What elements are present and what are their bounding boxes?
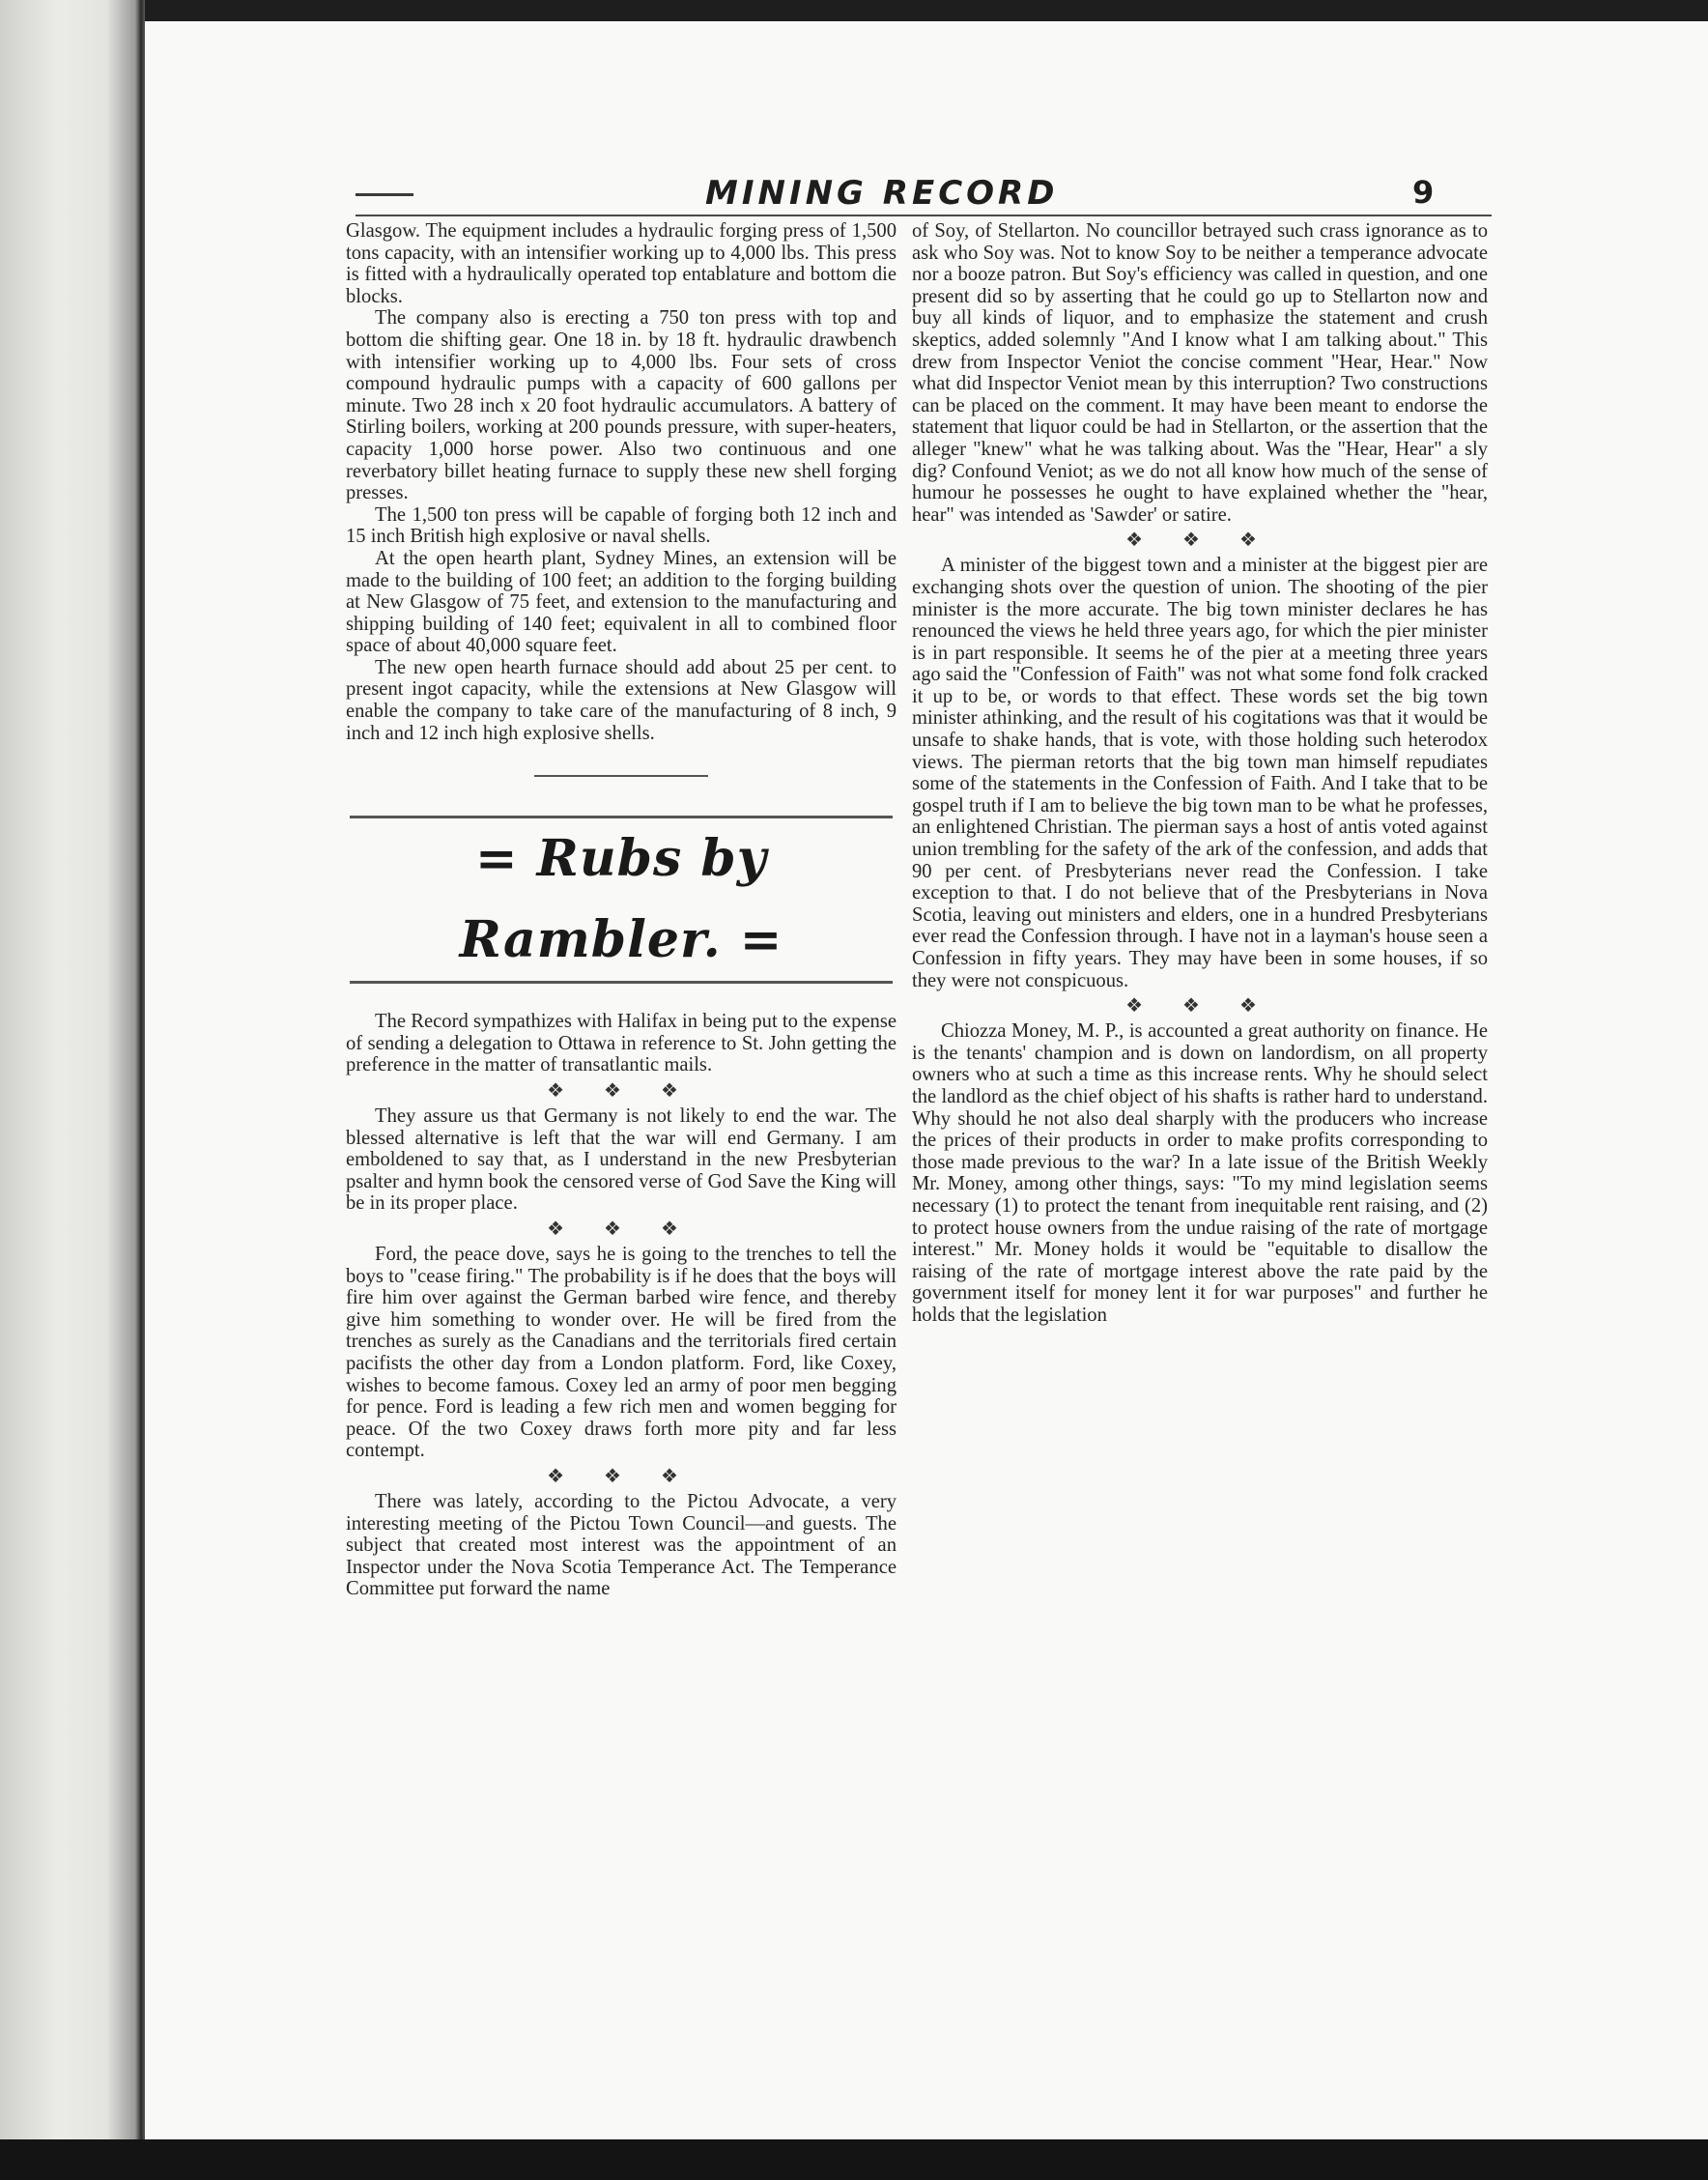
left-column <box>346 220 897 1600</box>
ornament-separator: ❖ ❖ ❖ <box>547 1465 696 1487</box>
column-item: Ford, the peace dove, says he is going to the trenches to tell the boys to "cease firing." The probability is if he does that the boys will fire him over against the German barbed wire fence, and thereby give him something to wonder over. He will be fired from the trenches as surely as the Canadians and the territorials fired certain pacifists the other day from a London platform. Ford, like Coxey, wishes to become famous. Coxey led an army of poor men begging for pence. Ford is leading a few rich men and women begging for peace. Of the two Coxey draws forth more pity and far less contempt. <box>346 1244 897 1462</box>
page-number: 9 <box>1412 174 1435 211</box>
column-item: Chiozza Money, M. P., is accounted a great authority on finance. He is the tenants' champion and is down on landordism, on all property owners who at such a time as this increase rents. Why he should select the landlord as the chief object of his shafts is rather hard to understand. Why should he not also deal sharply with the producers who increase the prices of their products in order to make profits corresponding to those made previous to the war? In a late issue of the British Weekly Mr. Money, among other things, says: "To my mind legislation seems necessary (1) to protect the tenant from inequitable rent raising, and (2) to protect house owners from the undue raising of the rate of mortgage interest." Mr. Money holds it would be "equitable to disallow the raising of the rate of mortgage interest above the rate paid by the government itself for money lent it for war purposes" and further he holds that the legislation <box>912 1020 1488 1326</box>
ornament-separator: ❖ ❖ ❖ <box>547 1219 696 1240</box>
article-paragraph: The 1,500 ton press will be capable of forging both 12 inch and 15 inch British high explosive or naval shells. <box>346 503 897 548</box>
column-item: They assure us that Germany is not likely to end the war. The blessed alternative is left that the war will end Germany. I am emboldened to say that, as I understand in the new Presbyterian psalter and hymn book the censored verse of God Save the King will be in its proper place. <box>346 1105 897 1215</box>
column-item: of Soy, of Stellarton. No councillor betrayed such crass ignorance as to ask who Soy was. Not to know Soy to be neither a temperance advocate nor a booze patron. But Soy's efficiency was called in question, and one present did so by asserting that he could go up to Stellarton now and buy all kinds of liquor, and to emphasize the statement and crush skeptics, added solemnly "And I know what I am talking about." This drew from Inspector Veniot the concise comment "Hear, Hear." Now what did Inspector Veniot mean by this interruption? Two constructions can be placed on the comment. It may have been meant to endorse the statement that liquor could be had in Stellarton, or the assertion that the alleger "knew" what he was talking about. Was the "Hear, Hear" a sly dig? Confound Veniot; as we do not all know how much of the sense of humour he possesses he ought to have explained whether the "hear, hear" was intended as 'Sawder' or satire. <box>912 220 1488 526</box>
ornament-separator: ❖ ❖ ❖ <box>547 1080 696 1103</box>
publication-title: MINING RECORD <box>705 174 1059 213</box>
article-paragraph: The company also is erecting a 750 ton press with top and bottom die shifting gear. One 18 in. by 18 ft. hydraulic drawbench with intensifier working up to 4,000 lbs. Four sets of cross compound hydraulic pumps with a capacity of 600 gallons per minute. Two 28 inch x 20 foot hydraulic accumulators. A battery of Stirling boilers, working at 200 pounds pressure, with super-heaters, capacity 1,000 horse power. Also two continuous and one reverbatory billet heating furnace to supply these new shell forging presses. <box>346 307 897 504</box>
ornament-separator: ❖ ❖ ❖ <box>1125 530 1274 552</box>
article-paragraph: At the open hearth plant, Sydney Mines, an extension will be made to the building of 100 feet; an addition to the forging building at New Glasgow of 75 feet, and extension to the manufacturing and shipping building of 140 feet; equivalent in all to combined floor space of about 40,000 square feet. <box>346 547 897 657</box>
head-rule <box>356 215 1492 216</box>
article-paragraph: Glasgow. The equipment includes a hydraulic forging press of 1,500 tons capacity, with an intensifier working up to 4,000 lbs. This press is fitted with a hydraulically operated top entablature and bottom die blocks. <box>346 220 897 307</box>
column-item: There was lately, according to the Pictou Advocate, a very interesting meeting of the Pictou Town Council—and guests. The subject that created most interest was the appointment of an Inspector under the Nova Scotia Temperance Act. The Temperance Committee put forward the name <box>346 1490 897 1600</box>
article-paragraph: The new open hearth furnace should add about 25 per cent. to present ingot capacity, while the extensions at New Glasgow will enable the company to take care of the manufacturing of 8 inch, 9 inch and 12 inch high explosive shells. <box>346 656 897 744</box>
article-end-rule <box>534 775 708 777</box>
section-heading-block <box>346 816 897 984</box>
section-heading: = Rubs by Rambler. = <box>459 829 783 970</box>
head-dash <box>356 193 413 196</box>
scan-border-top <box>0 0 1708 21</box>
page-binding <box>0 0 145 2180</box>
scan-border-bottom <box>0 2139 1708 2180</box>
right-column <box>912 220 1488 1327</box>
running-head <box>356 174 1492 218</box>
heading-rule-bottom <box>350 981 893 984</box>
ornament-separator: ❖ ❖ ❖ <box>1125 995 1274 1018</box>
column-item: The Record sympathizes with Halifax in being put to the expense of sending a delegation to Ottawa in reference to St. John getting the preference in the matter of transatlantic mails. <box>346 1011 897 1076</box>
column-item: A minister of the biggest town and a minister at the biggest pier are exchanging shots over the question of union. The shooting of the pier minister is the more accurate. The big town minister declares he has renounced the views he held three years ago, for which the pier minister is in part responsible. It seems he of the pier at a meeting three years ago said the "Confession of Faith" was not what some fond folk cracked it up to be, or words to that effect. These words set the big town minister athinking, and the result of his cogitations was that it would be unsafe to shake hands, that is vote, with those holding such heterodox views. The pierman retorts that the big town man himself repudiates some of the statements in the Confession of Faith. And I take that to be gospel truth if I am to believe the big town man to be what he professes, an enlightened Christian. The pierman says a host of antis voted against union trembling for the safety of the ark of the confession, and adds that 90 per cent. of Presbyterians never read the Confession. I take exception to that. I do not believe that of the Presbyterians in Nova Scotia, leaving out ministers and elders, one in a hundred Presbyterians ever read the Confession through. I have not in a layman's house seen a Confession in fifty years. They may have been in some houses, if so they were not conspicuous. <box>912 555 1488 991</box>
